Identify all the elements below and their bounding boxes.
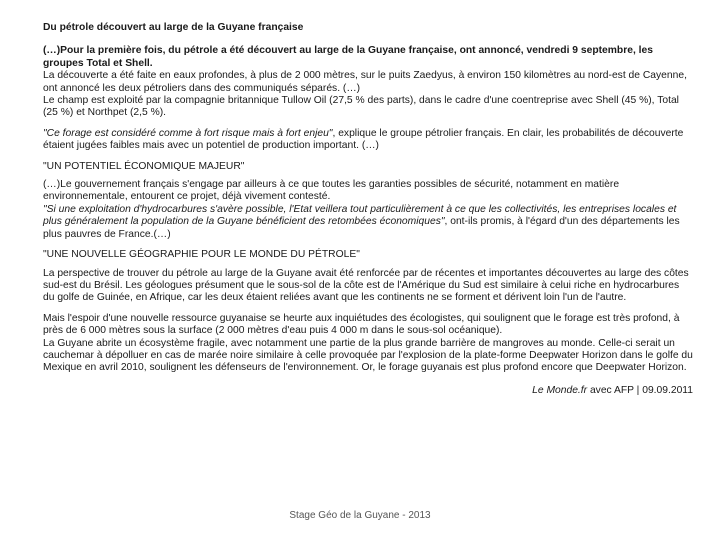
intro-lead: (…)Pour la première fois, du pétrole a été découvert au large de la Guyane française, ont annoncé, vendredi 9 septembre, les groupes Total et Shell. (43, 45, 653, 69)
closing-paragraph-1: Mais l'espoir d'une nouvelle ressource guyanaise se heurte aux inquiétudes des écologistes, qui soulignent que le forage est très profond, à près de 6 000 mètres sous la surface (2 000 mètres d'eau puis 4 000 m dans le sous-sol océanique). (43, 312, 680, 337)
closing-paragraph-2: La Guyane abrite un écosystème fragile, avec notamment une partie de la plus grande barrière de mangroves au monde. Celle-ci serait un cauchemar à dépolluer en cas de marée noire similaire à celle provoquée par l'explosion de la plate-forme Deepwater Horizon dans le golfe du Mexique en avril 2010, soulignent les défenseurs de l'environnement. Or, le forage guyanais est plus profond encore que Deepwater Horizon. (43, 337, 693, 374)
article-source (43, 385, 693, 397)
section2-paragraph-1: La perspective de trouver du pétrole au large de la Guyane avait été renforcée par de récentes et importantes découvertes au large des côtes sud-est du Brésil. Les géologues présument que le sous-sol de la côte est de l'Amérique du Sud est similaire à celui riche en hydrocarbures du golfe de Guinée, en Afrique, car les deux étaient reliées avant que les continents ne se forment et dérivent loin l'un de l'autre. (43, 267, 689, 304)
section1-paragraph-2 (43, 204, 693, 241)
section1-paragraph-1: (…)Le gouvernement français s'engage par ailleurs à ce que toutes les garanties possibles de sécurité, notamment en matière environnementale, entourent ce projet, déjà vivement contesté. (43, 179, 620, 203)
intro-paragraph-2: Le champ est exploité par la compagnie britannique Tullow Oil (27,5 % des parts), dans le cadre d'une coentreprise avec Shell (45 %), Total (25 %) et Northpet (2,5 %). (43, 95, 679, 119)
section2-heading: "UNE NOUVELLE GÉOGRAPHIE POUR LE MONDE DU PÉTROLE" (43, 249, 360, 261)
section1-quote-rest: , ont-ils promis, à l'égard d'un des départements les plus pauvres de France.(…) (43, 216, 680, 240)
section1-quote-italic: "Si une exploitation d'hydrocarbures s'avère possible, l'Etat veillera tout particulièrement à ce que les collectivités, les entreprises locales et plus généralement la population de la Guyane bénéficient des retombées économiques" (43, 203, 677, 228)
section1-heading: "UN POTENTIEL ÉCONOMIQUE MAJEUR" (43, 160, 245, 172)
source-date: avec AFP | 09.09.2011 (587, 384, 693, 396)
quote-italic: "Ce forage est considéré comme à fort risque mais à fort enjeu" (43, 127, 333, 139)
slide-footer: Stage Géo de la Guyane - 2013 (289, 510, 431, 521)
intro-paragraph-1: La découverte a été faite en eaux profondes, à plus de 2 000 mètres, sur le puits Zaedyus, à environ 150 kilomètres au nord-est de Cayenne, ont annoncé les deux pétroliers dans des communiqués séparés. (…) (43, 70, 687, 94)
article (43, 22, 693, 397)
source-publication: Le Monde.fr (532, 384, 588, 396)
quote-rest: , explique le groupe pétrolier français. En clair, les probabilités de découverte étaient jugées faibles mais avec un potentiel de production important. (…) (43, 127, 684, 152)
quote-paragraph (43, 128, 693, 153)
article-title: Du pétrole découvert au large de la Guyane française (43, 22, 304, 33)
